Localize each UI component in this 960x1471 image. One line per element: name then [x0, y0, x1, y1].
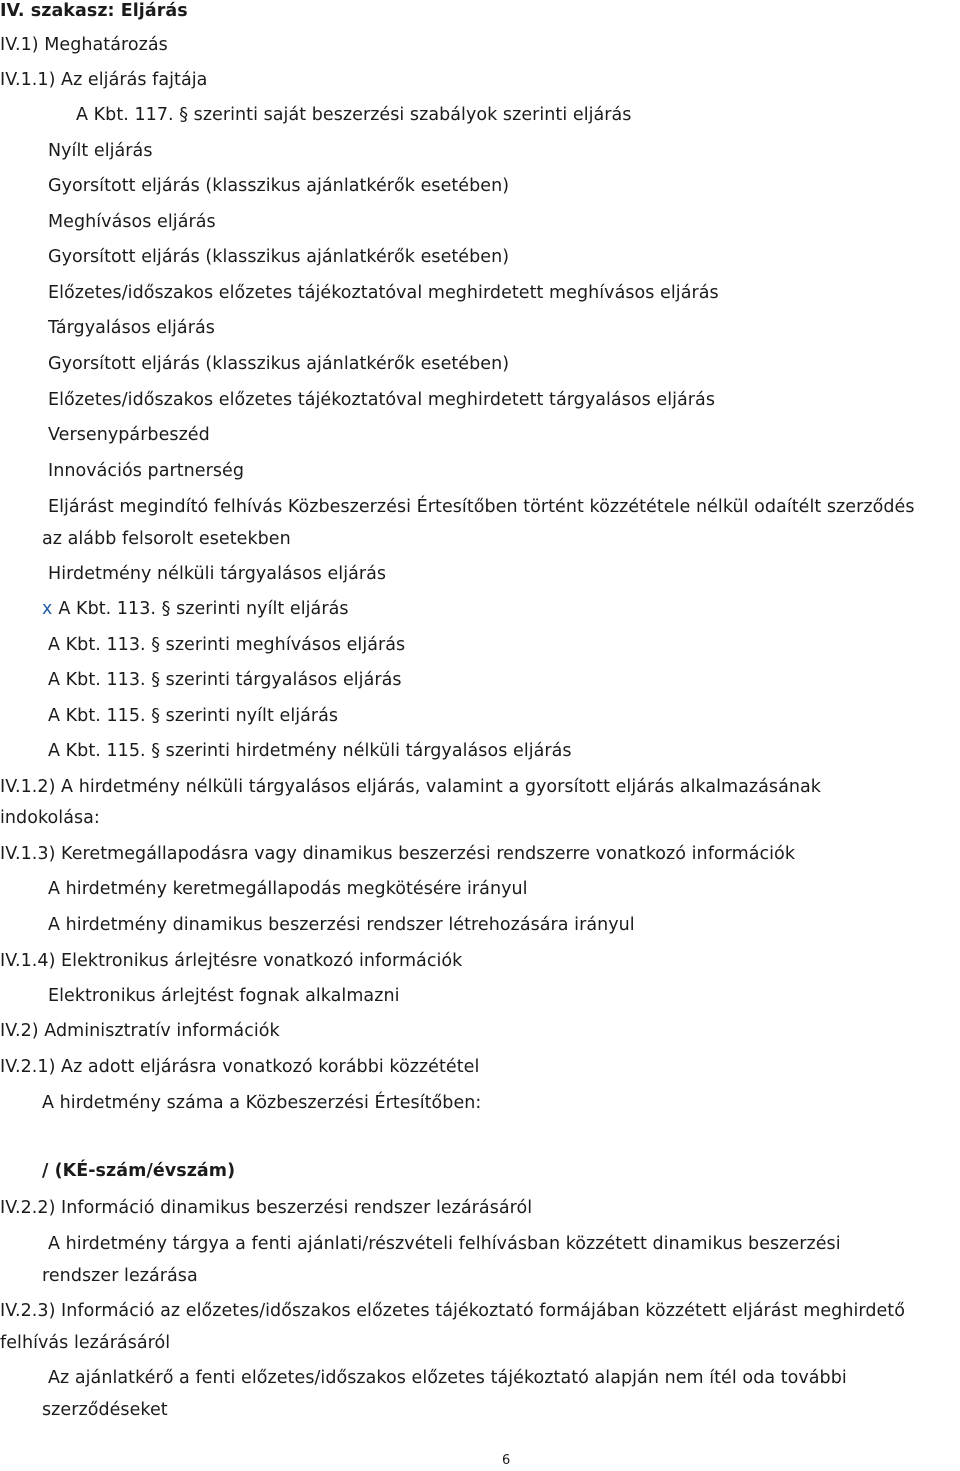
selected-check-mark: x	[42, 599, 53, 619]
heading-iv1: IV.1) Meghatározás	[0, 35, 168, 55]
section-title: IV. szakasz: Eljárás	[0, 1, 188, 21]
option-elozetes-lezaras-line2: szerződéseket	[42, 1400, 168, 1420]
option-kbt113-nyilt-label: A Kbt. 113. § szerinti nyílt eljárás	[58, 599, 349, 619]
option-nyilt-eljaras: Nyílt eljárás	[48, 141, 153, 161]
heading-iv21: IV.2.1) Az adott eljárásra vonatkozó korábbi közzététel	[0, 1057, 480, 1077]
option-elozetes-lezaras-line1: Az ajánlatkérő a fenti előzetes/időszakos előzetes tájékoztató alapján nem ítél oda további	[48, 1368, 847, 1388]
option-hirdetmeny-nelkuli: Hirdetmény nélküli tárgyalásos eljárás	[48, 564, 387, 584]
option-targyalasos: Tárgyalásos eljárás	[48, 318, 215, 338]
option-elozetes-meghivasos: Előzetes/időszakos előzetes tájékoztatóval meghirdetett meghívásos eljárás	[48, 283, 719, 303]
heading-iv23-line1: IV.2.3) Információ az előzetes/időszakos előzetes tájékoztató formájában közzétett eljárást meghirdető	[0, 1301, 905, 1321]
heading-iv22: IV.2.2) Információ dinamikus beszerzési rendszer lezárásáról	[0, 1198, 533, 1218]
option-kbt113-targyalasos: A Kbt. 113. § szerinti tárgyalásos eljárás	[48, 670, 402, 690]
heading-iv12-line2: indokolása:	[0, 808, 100, 828]
option-gyorsitott-2: Gyorsított eljárás (klasszikus ajánlatkérők esetében)	[48, 247, 510, 267]
option-odaitelt-line2: az alább felsorolt esetekben	[42, 529, 291, 549]
option-gyorsitott-1: Gyorsított eljárás (klasszikus ajánlatkérők esetében)	[48, 176, 510, 196]
option-kbt113-meghivasos: A Kbt. 113. § szerinti meghívásos eljárás	[48, 635, 406, 655]
option-innovacios: Innovációs partnerség	[48, 461, 244, 481]
heading-iv14: IV.1.4) Elektronikus árlejtésre vonatkozó információk	[0, 951, 463, 971]
option-arlejtes: Elektronikus árlejtést fognak alkalmazni	[48, 986, 400, 1006]
heading-iv12-line1: IV.1.2) A hirdetmény nélküli tárgyalásos eljárás, valamint a gyorsított eljárás alkalmazásának	[0, 777, 821, 797]
option-dinamikus-rendszer: A hirdetmény dinamikus beszerzési rendszer létrehozására irányul	[48, 915, 635, 935]
ke-szam-value: / (KÉ-szám/évszám)	[42, 1161, 236, 1181]
heading-iv23-line2: felhívás lezárásáról	[0, 1333, 171, 1353]
option-meghivasos: Meghívásos eljárás	[48, 212, 216, 232]
option-kbt115-hirdetmeny: A Kbt. 115. § szerinti hirdetmény nélküli tárgyalásos eljárás	[48, 741, 572, 761]
option-gyorsitott-3: Gyorsított eljárás (klasszikus ajánlatkérők esetében)	[48, 354, 510, 374]
option-keretmegallapodas: A hirdetmény keretmegállapodás megkötésére irányul	[48, 879, 528, 899]
option-versenyparbeszed: Versenypárbeszéd	[48, 425, 210, 445]
heading-iv11: IV.1.1) Az eljárás fajtája	[0, 70, 208, 90]
heading-iv2: IV.2) Adminisztratív információk	[0, 1021, 280, 1041]
hirdetmeny-szama-label: A hirdetmény száma a Közbeszerzési Értesítőben:	[42, 1093, 482, 1113]
option-odaitelt-line1: Eljárást megindító felhívás Közbeszerzési Értesítőben történt közzététele nélkül odaítélt szerződés	[48, 497, 915, 517]
option-kbt113-nyilt	[42, 598, 349, 620]
option-dbr-lezaras-line2: rendszer lezárása	[42, 1266, 198, 1286]
option-kbt115-nyilt: A Kbt. 115. § szerinti nyílt eljárás	[48, 706, 339, 726]
option-kbt117: A Kbt. 117. § szerinti saját beszerzési szabályok szerinti eljárás	[76, 105, 632, 125]
option-elozetes-targyalasos: Előzetes/időszakos előzetes tájékoztatóval meghirdetett tárgyalásos eljárás	[48, 390, 715, 410]
option-dbr-lezaras-line1: A hirdetmény tárgya a fenti ajánlati/részvételi felhívásban közzétett dinamikus beszerzési	[48, 1234, 841, 1254]
page-number: 6	[502, 1453, 511, 1468]
heading-iv13: IV.1.3) Keretmegállapodásra vagy dinamikus beszerzési rendszerre vonatkozó információk	[0, 844, 796, 864]
